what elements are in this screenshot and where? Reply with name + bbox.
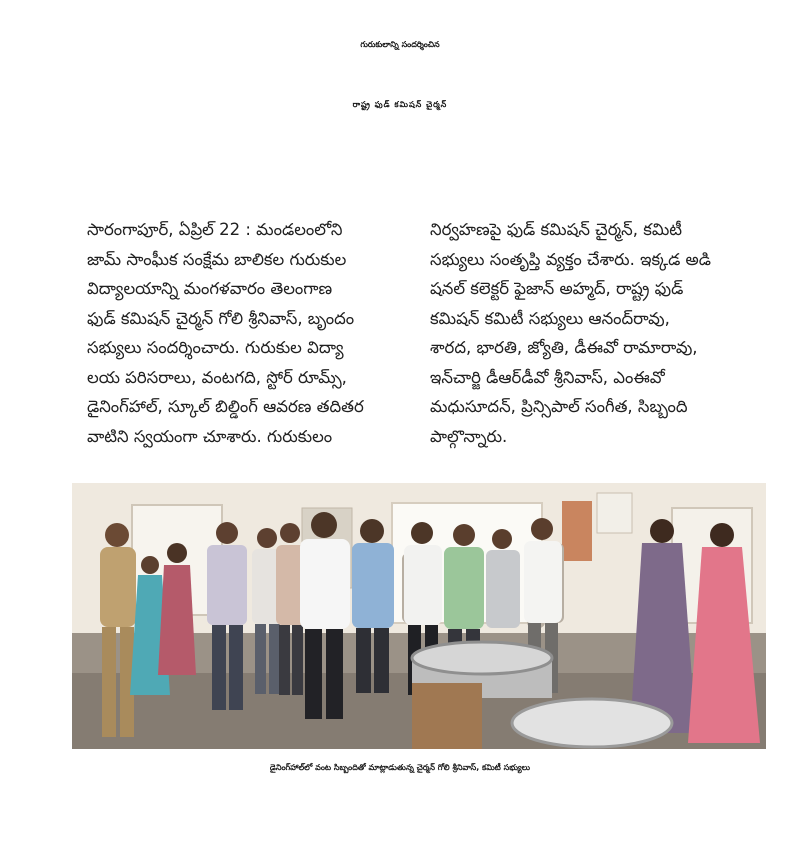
article-line: ఫుడ్ కమిషన్ చైర్మన్ గోలి శ్రీనివాస్, బృందం — [87, 308, 355, 328]
article-line: షనల్ కలెక్టర్ ఫైజాన్ అహ్మద్, రాష్ట్ర ఫుడ్ — [430, 279, 684, 298]
article-line: లయ పరిసరాలు, వంటగది, స్టోర్ రూమ్స్, — [87, 367, 347, 387]
headline-line-2: రాష్ట్ర ఫుడ్ కమిషన్ చైర్మన్ — [352, 100, 448, 109]
article-column-left — [87, 215, 425, 451]
article-column-right — [430, 215, 770, 451]
article-line: సభ్యులు సందర్శించారు. గురుకుల విద్యా — [87, 338, 344, 357]
photo-caption: డైనింగ్‌హాల్‌లో వంట సిబ్బందితో మాట్లాడుతున్న చైర్మన్ గోలి శ్రీనివాస్, కమిటీ సభ్యులు — [269, 763, 531, 772]
headline-line-1: గురుకులాన్ని సందర్శించిన — [360, 40, 440, 49]
article-line: వాటిని స్వయంగా చూశారు. గురుకులం — [87, 426, 333, 446]
dining-hall-scene — [72, 483, 766, 749]
article-line: సారంగాపూర్, ఏప్రిల్ 22 : మండలంలోని — [87, 220, 343, 239]
article-line: శారద, భారతి, జ్యోతి, డీఈవో రామారావు, — [430, 338, 698, 357]
article-line: సభ్యులు సంతృప్తి వ్యక్తం చేశారు. ఇక్కడ అడి — [430, 249, 711, 269]
news-photo — [72, 483, 766, 749]
article-line: మధుసూదన్, ప్రిన్సిపాల్ సంగీత, సిబ్బంది — [430, 397, 688, 416]
article-line: పాల్గొన్నారు. — [430, 426, 508, 446]
article-line: డైనింగ్‌హాల్, స్కూల్ బిల్డింగ్ ఆవరణ తదితర — [87, 397, 364, 416]
article-line: విద్యాలయాన్ని మంగళవారం తెలంగాణ — [87, 279, 333, 298]
article-line: జామ్ సాంఘీక సంక్షేమ బాలికల గురుకుల — [87, 249, 347, 269]
article-line: ఇన్‌చార్జి డీఆర్‌డీవో శ్రీనివాస్, ఎంఈవో — [430, 367, 665, 387]
article-line: నిర్వహణపై ఫుడ్ కమిషన్ చైర్మన్, కమిటీ — [430, 220, 683, 239]
article-line: కమిషన్ కమిటీ సభ్యులు ఆనంద్‌రావు, — [430, 308, 670, 328]
